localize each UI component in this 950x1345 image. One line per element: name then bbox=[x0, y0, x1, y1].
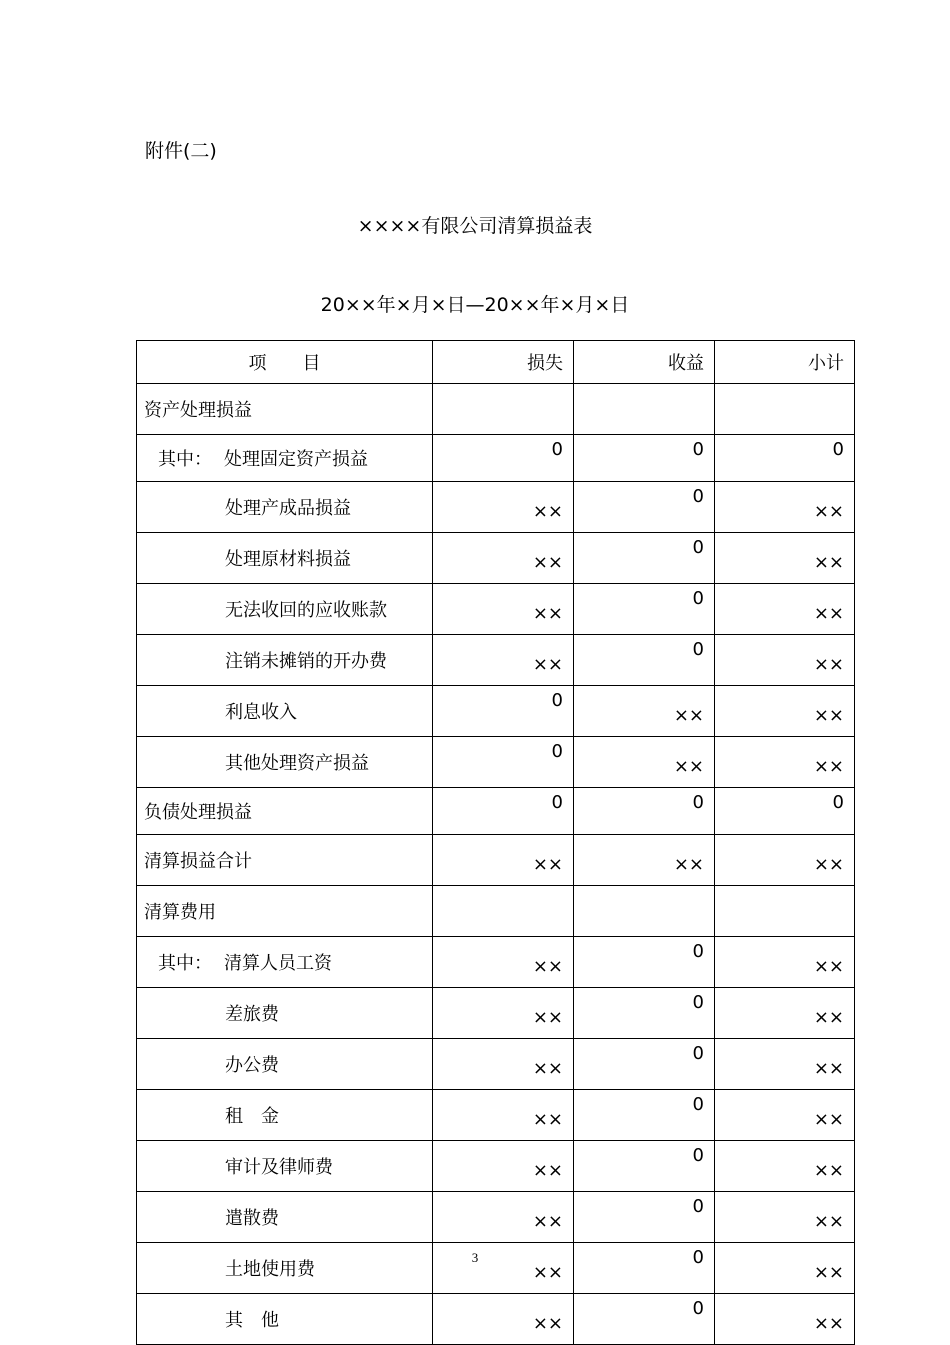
row-label-cell bbox=[137, 1090, 433, 1141]
liquidation-table bbox=[136, 340, 855, 1345]
row-label-cell bbox=[137, 1141, 433, 1192]
row-label-cell bbox=[137, 635, 433, 686]
table-row bbox=[137, 937, 855, 988]
row-label: 清算损益合计 bbox=[144, 851, 252, 872]
cell-gain: 0 bbox=[574, 1039, 715, 1090]
row-label-cell bbox=[137, 435, 433, 482]
table-row bbox=[137, 482, 855, 533]
attachment-label: 附件(二) bbox=[145, 140, 217, 162]
table-row bbox=[137, 1141, 855, 1192]
table-row bbox=[137, 533, 855, 584]
row-label: 注销未摊销的开办费 bbox=[225, 651, 387, 672]
row-label: 处理原材料损益 bbox=[225, 549, 351, 570]
document-title: ××××有限公司清算损益表 bbox=[357, 215, 593, 237]
cell-gain: 0 bbox=[574, 937, 715, 988]
cell-subtotal: ×× bbox=[715, 482, 855, 533]
cell-loss bbox=[433, 384, 574, 435]
row-label: 清算费用 bbox=[144, 902, 216, 923]
row-label: 审计及律师费 bbox=[225, 1157, 333, 1178]
table-row bbox=[137, 635, 855, 686]
cell-gain: ×× bbox=[574, 686, 715, 737]
cell-loss: ×× bbox=[433, 1192, 574, 1243]
header-subtotal: 小计 bbox=[715, 341, 855, 384]
cell-subtotal: ×× bbox=[715, 1243, 855, 1294]
header-item: 项 目 bbox=[137, 341, 433, 384]
cell-subtotal: ×× bbox=[715, 584, 855, 635]
table-row bbox=[137, 788, 855, 835]
row-label-cell bbox=[137, 482, 433, 533]
cell-gain: 0 bbox=[574, 788, 715, 835]
cell-gain: 0 bbox=[574, 1192, 715, 1243]
cell-subtotal: ×× bbox=[715, 1090, 855, 1141]
row-label-cell bbox=[137, 384, 433, 435]
cell-loss: ×× bbox=[433, 1141, 574, 1192]
row-label-cell bbox=[137, 835, 433, 886]
row-label-cell bbox=[137, 533, 433, 584]
row-label: 处理产成品损益 bbox=[225, 498, 351, 519]
table-row bbox=[137, 988, 855, 1039]
period-range: 20××年×月×日—20××年×月×日 bbox=[320, 294, 630, 316]
cell-loss: ×× bbox=[433, 835, 574, 886]
table-row bbox=[137, 1039, 855, 1090]
cell-gain: 0 bbox=[574, 482, 715, 533]
cell-gain bbox=[574, 886, 715, 937]
row-label-cell bbox=[137, 1192, 433, 1243]
table-row bbox=[137, 1090, 855, 1141]
row-label: 其他处理资产损益 bbox=[225, 753, 369, 774]
cell-subtotal: ×× bbox=[715, 737, 855, 788]
cell-subtotal: ×× bbox=[715, 635, 855, 686]
cell-subtotal: ×× bbox=[715, 937, 855, 988]
row-label-cell bbox=[137, 788, 433, 835]
row-label: 处理固定资产损益 bbox=[224, 449, 368, 470]
cell-gain: ×× bbox=[574, 835, 715, 886]
table-row bbox=[137, 886, 855, 937]
row-label: 资产处理损益 bbox=[144, 400, 252, 421]
cell-gain: 0 bbox=[574, 1141, 715, 1192]
row-label-cell bbox=[137, 1294, 433, 1345]
cell-loss: ×× bbox=[433, 635, 574, 686]
cell-loss: 0 bbox=[433, 435, 574, 482]
cell-loss bbox=[433, 886, 574, 937]
row-label: 差旅费 bbox=[225, 1004, 279, 1025]
cell-loss: 0 bbox=[433, 737, 574, 788]
row-label: 遣散费 bbox=[225, 1208, 279, 1229]
row-label-cell bbox=[137, 584, 433, 635]
row-label: 负债处理损益 bbox=[144, 802, 252, 823]
row-label: 土地使用费 bbox=[225, 1259, 315, 1280]
cell-gain: 0 bbox=[574, 635, 715, 686]
cell-gain: 0 bbox=[574, 988, 715, 1039]
table-row bbox=[137, 737, 855, 788]
cell-subtotal: ×× bbox=[715, 1039, 855, 1090]
table-row bbox=[137, 584, 855, 635]
cell-subtotal: ×× bbox=[715, 686, 855, 737]
cell-gain: 0 bbox=[574, 1243, 715, 1294]
row-label-cell bbox=[137, 686, 433, 737]
table-row bbox=[137, 835, 855, 886]
page-number: 3 bbox=[471, 1250, 479, 1265]
row-label-cell bbox=[137, 1039, 433, 1090]
cell-loss: ×× bbox=[433, 584, 574, 635]
table-header-row bbox=[137, 341, 855, 384]
table-row bbox=[137, 686, 855, 737]
cell-loss: ×× bbox=[433, 988, 574, 1039]
cell-loss: ×× bbox=[433, 482, 574, 533]
row-label: 清算人员工资 bbox=[224, 953, 332, 974]
cell-subtotal: ×× bbox=[715, 1192, 855, 1243]
cell-subtotal: ×× bbox=[715, 835, 855, 886]
cell-loss: ×× bbox=[433, 533, 574, 584]
header-gain: 收益 bbox=[574, 341, 715, 384]
cell-gain bbox=[574, 384, 715, 435]
row-label-cell bbox=[137, 886, 433, 937]
cell-loss: ×× bbox=[433, 937, 574, 988]
row-label-cell bbox=[137, 737, 433, 788]
cell-gain: 0 bbox=[574, 1294, 715, 1345]
row-label: 无法收回的应收账款 bbox=[225, 600, 387, 621]
cell-subtotal: 0 bbox=[715, 435, 855, 482]
row-label: 租 金 bbox=[225, 1106, 279, 1127]
row-label-cell bbox=[137, 937, 433, 988]
header-loss: 损失 bbox=[433, 341, 574, 384]
cell-loss: 0 bbox=[433, 788, 574, 835]
cell-gain: 0 bbox=[574, 584, 715, 635]
cell-loss: ×× bbox=[433, 1294, 574, 1345]
table-row bbox=[137, 435, 855, 482]
row-prefix: 其中： bbox=[158, 449, 212, 470]
cell-loss: ×× bbox=[433, 1039, 574, 1090]
cell-gain: ×× bbox=[574, 737, 715, 788]
cell-subtotal: ×× bbox=[715, 1294, 855, 1345]
cell-subtotal: ×× bbox=[715, 988, 855, 1039]
table-row bbox=[137, 384, 855, 435]
cell-subtotal: 0 bbox=[715, 788, 855, 835]
cell-loss: ×× bbox=[433, 1090, 574, 1141]
cell-subtotal bbox=[715, 886, 855, 937]
cell-gain: 0 bbox=[574, 533, 715, 584]
row-prefix: 其中： bbox=[158, 953, 212, 974]
row-label-cell bbox=[137, 988, 433, 1039]
row-label: 利息收入 bbox=[225, 702, 297, 723]
cell-subtotal: ×× bbox=[715, 1141, 855, 1192]
cell-loss: ×× bbox=[433, 1243, 574, 1294]
cell-loss: 0 bbox=[433, 686, 574, 737]
row-label: 其 他 bbox=[225, 1310, 279, 1331]
cell-subtotal bbox=[715, 384, 855, 435]
table-row bbox=[137, 1192, 855, 1243]
table-row bbox=[137, 1294, 855, 1345]
row-label: 办公费 bbox=[225, 1055, 279, 1076]
cell-subtotal: ×× bbox=[715, 533, 855, 584]
cell-gain: 0 bbox=[574, 1090, 715, 1141]
cell-gain: 0 bbox=[574, 435, 715, 482]
